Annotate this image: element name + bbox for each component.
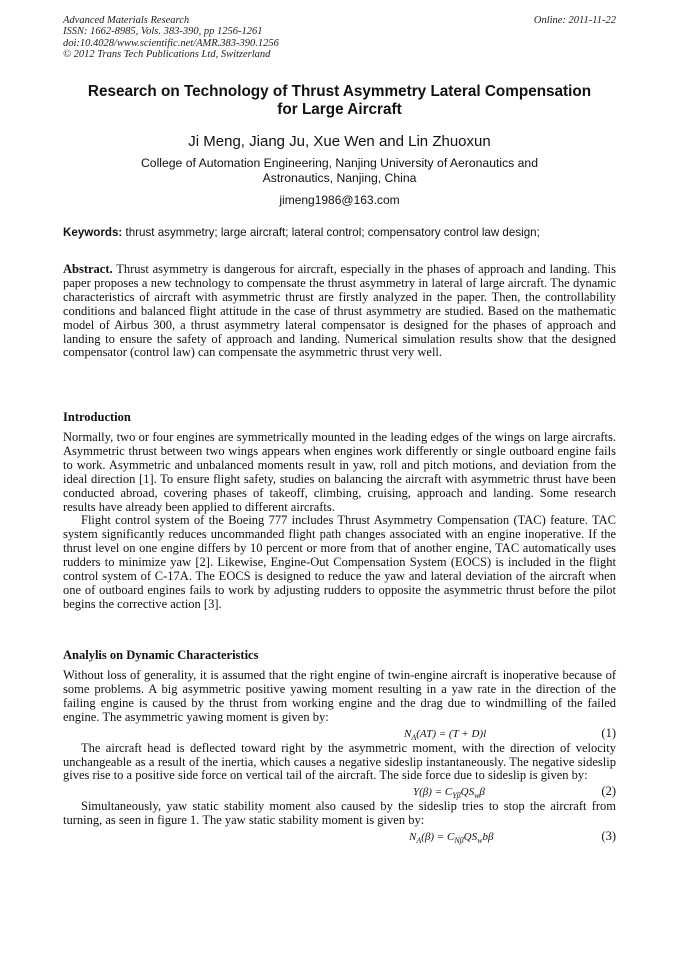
online-date: Online: 2011-11-22: [533, 15, 616, 26]
affiliation-line-2: Astronautics, Nanjing, China: [262, 171, 417, 185]
analysis-paragraph-3: Simultaneously, yaw static stability moment also caused by the sideslip tries to stop the aircraft from turning, as seen in figure 1. The yaw static stability moment is given by:: [63, 799, 616, 828]
keywords: [63, 226, 616, 240]
equation-3-formula: $N_A(\beta) = C_{N\beta}QS_wb\beta$: [409, 831, 494, 846]
equation-1: [63, 725, 616, 742]
introduction-section: [63, 431, 616, 612]
equation-3: [63, 828, 616, 845]
keywords-label: Keywords:: [63, 226, 123, 239]
paper-title: [63, 83, 616, 119]
affiliation: [63, 156, 616, 186]
abstract-label: Abstract.: [63, 262, 113, 276]
analysis-paragraph-1: Without loss of generality, it is assumed that the right engine of twin-engine aircraft is inoperative because of some problems. A big asymmetric positive yawing moment resulting in a yaw rate in the direction of the failing engine is caused by the thrust from working engine and the drag due to windmilling of the failed engine. The asymmetric yawing moment is given by:: [63, 668, 616, 724]
author-list: Ji Meng, Jiang Ju, Xue Wen and Lin Zhuoxun: [188, 133, 491, 150]
copyright-line: © 2012 Trans Tech Publications Ltd, Switzerland: [63, 49, 271, 61]
equation-1-number: (1): [601, 725, 616, 740]
affiliation-line-1: College of Automation Engineering, Nanjing University of Aeronautics and: [140, 156, 538, 170]
analysis-paragraph-2: The aircraft head is deflected toward right by the asymmetric moment, with the direction of velocity unchangeable as a result of the inertia, which causes a negative sideslip instantaneously. The negative sideslip gives rise to a positive side force on vertical tail of the aircraft. The side force due to sideslip is given by:: [63, 740, 616, 783]
author-email: jimeng1986@163.com: [279, 193, 400, 207]
equation-3-number: (3): [601, 829, 616, 844]
intro-paragraph-2: Flight control system of the Boeing 777 includes Thrust Asymmetry Compensation (TAC) feature. TAC system significantly reduces uncommanded flight path changes associated with an engine inoperative. If the thrust level on one engine differs by 10 percent or more from that of another engine, TAC automatically uses rudders to minimize yaw [2]. Likewise, Engine-Out Compensation System (EOCS) is included in the flight control system of C-17A. The EOCS is designed to reduce the yaw and lateral deviation of the aircraft when one of outboard engines fails to work by adjusting rudders to opposite the asymmetric thrust before the pilot begins the corrective action [3].: [63, 513, 616, 611]
journal-header: [63, 15, 616, 61]
keywords-text: thrust asymmetry; large aircraft; lateral control; compensatory control law design;: [122, 226, 540, 239]
journal-name: Advanced Materials Research: [63, 15, 190, 26]
section-heading-analysis: Analylis on Dynamic Characteristics: [63, 648, 259, 662]
equation-2-formula: $Y(\beta) = C_{Y\beta}QS_w\beta$: [413, 786, 485, 801]
equation-2-number: (2): [601, 784, 616, 799]
equation-2: [63, 783, 616, 800]
section-heading-introduction: Introduction: [63, 410, 131, 424]
doi-line: doi:10.4028/www.scientific.net/AMR.383-390.1256: [63, 37, 279, 49]
equation-1-formula: $N_A(AT) = (T + D)l$: [404, 727, 487, 742]
intro-paragraph-1: Normally, two or four engines are symmetrically mounted in the leading edges of the wings on large aircrafts. Asymmetric thrust between two wings appears when engines work differently or single outboard engine fails to work. Asymmetric and unbalanced moments result in yaw, roll and pitch motions, and deviation from the ideal direction [1]. To ensure flight safety, studies on balancing the aircraft with asymmetric thrust have been conducted abroad, covering phases of takeoff, climbing, cruising, approach and landing. Some research results have already been applied to different aircrafts.: [63, 430, 616, 514]
title-line-1: Research on Technology of Thrust Asymmetry Lateral Compensation: [87, 83, 592, 100]
issn-line: ISSN: 1662-8985, Vols. 383-390, pp 1256-1261: [63, 26, 263, 38]
analysis-section: [63, 669, 616, 845]
abstract-text: Thrust asymmetry is dangerous for aircraft, especially in the phases of approach and landing. This paper proposes a new technology to compensate the thrust asymmetry in lateral of large aircraft. The dynamic characteristics of aircraft with asymmetric thrust are firstly analyzed in the paper. Then, the controllability conditions and balanced flight attitude in the case of thrust asymmetry are studied. Based on the mathematic model of Airbus 300, a thrust asymmetry lateral compensator is designed for the phases of approach and landing to ensure the safety of approach and landing. Numerical simulation results show that the designed compensator (control law) can compensate the asymmetric thrust very well.: [63, 262, 616, 360]
title-line-2: for Large Aircraft: [277, 101, 402, 118]
abstract: [63, 263, 616, 360]
